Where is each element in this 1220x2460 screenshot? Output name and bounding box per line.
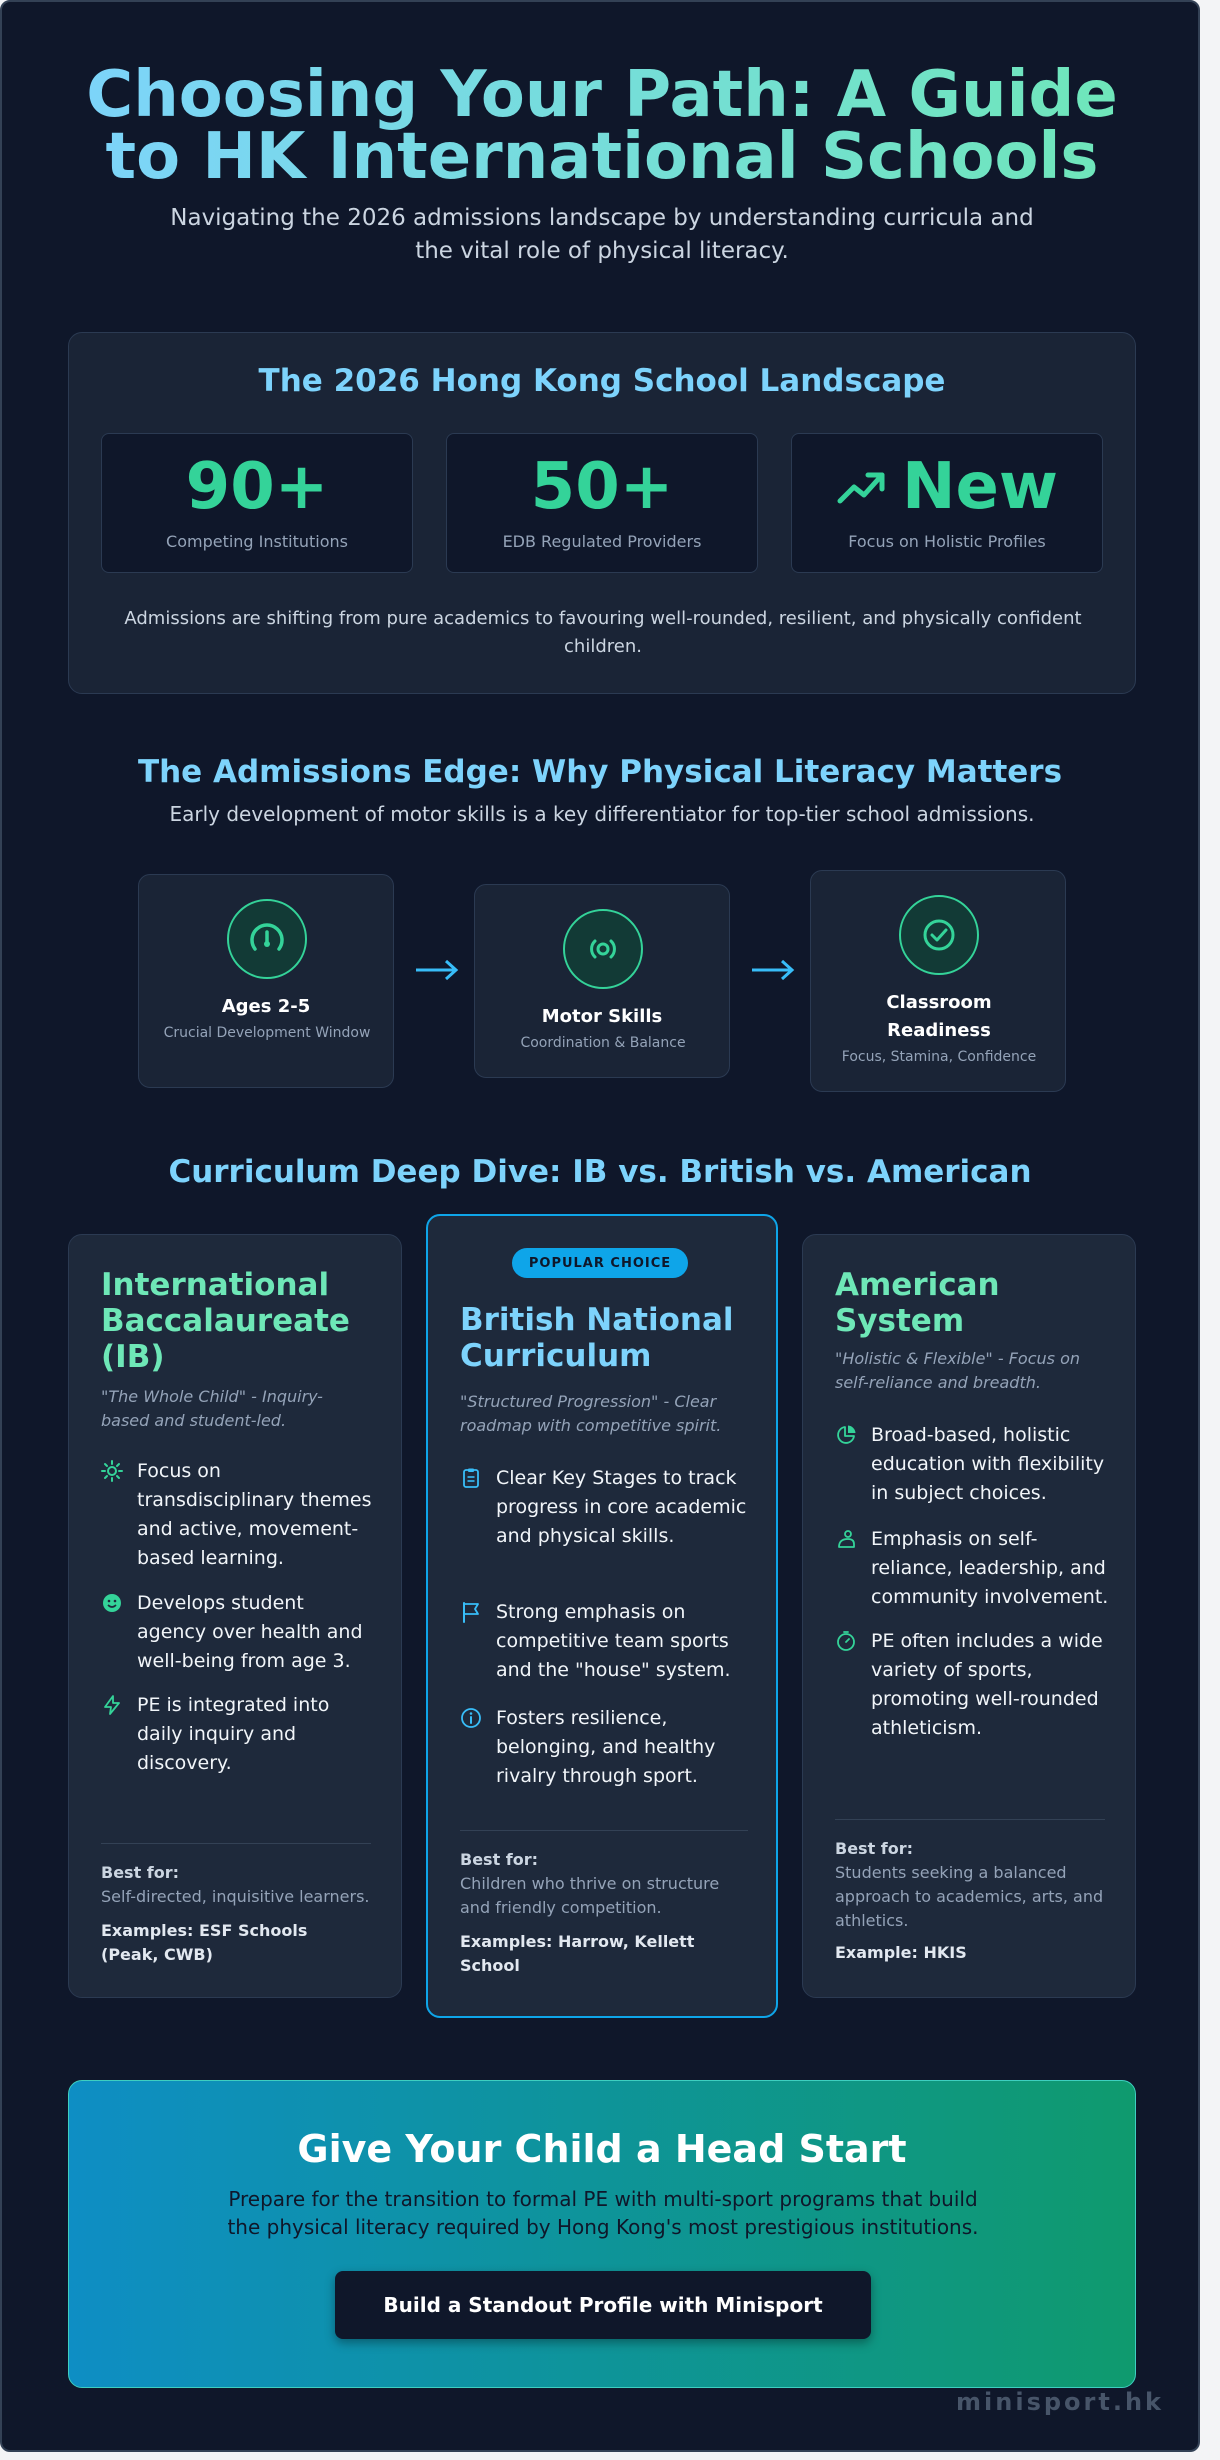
step-title: Ages 2-5	[221, 996, 311, 1017]
curriculum-card-american	[802, 1234, 1136, 1998]
step-desc: Coordination & Balance	[520, 1035, 686, 1051]
best-for-text: Students seeking a balanced approach to academics, arts, and athletics.	[835, 1863, 1104, 1930]
feature-item	[460, 1598, 750, 1685]
step-card-ages	[138, 874, 394, 1088]
popular-badge: POPULAR CHOICE	[512, 1248, 688, 1278]
footer-brand: minisport.hk	[956, 2388, 1164, 2416]
page-title: Choosing Your Path: A Guide to HK International Schools	[42, 64, 1162, 188]
pie-chart-icon	[835, 1424, 857, 1446]
examples-text: Example: HKIS	[835, 1943, 967, 1962]
feature-text: Emphasis on self-reliance, leadership, and community involvement.	[871, 1528, 1109, 1608]
best-for-label: Best for:	[835, 1839, 914, 1858]
stat-card-institutions	[101, 433, 413, 573]
best-for-label: Best for:	[101, 1863, 180, 1882]
feature-item	[101, 1589, 377, 1676]
page-subtitle: Navigating the 2026 admissions landscape by understanding curricula and the vital role of physical literacy.	[170, 205, 1034, 264]
stat-card-providers	[446, 433, 758, 573]
curriculum-title: Curriculum Deep Dive: IB vs. British vs. American	[168, 1154, 1032, 1190]
curriculum-tagline: "Holistic & Flexible" - Focus on self-reliance and breadth.	[835, 1349, 1081, 1392]
gauge-icon	[227, 899, 307, 979]
cta-banner	[68, 2080, 1136, 2388]
best-for-text: Children who thrive on structure and friendly competition.	[460, 1874, 720, 1917]
stat-label: EDB Regulated Providers	[502, 532, 702, 551]
feature-item	[101, 1691, 377, 1778]
feature-item	[835, 1421, 1111, 1508]
curriculum-name: International Baccalaureate (IB)	[101, 1267, 350, 1375]
divider	[835, 1819, 1105, 1820]
feature-item	[460, 1464, 750, 1551]
stat-label: Focus on Holistic Profiles	[848, 532, 1046, 551]
curriculum-name: British National Curriculum	[460, 1302, 734, 1374]
curriculum-card-british	[426, 1214, 778, 2018]
bolt-icon	[101, 1694, 123, 1716]
cta-button[interactable]: Build a Standout Profile with Minisport	[335, 2271, 871, 2339]
feature-text: Broad-based, holistic education with flexibility in subject choices.	[871, 1424, 1105, 1504]
landscape-card	[68, 332, 1136, 694]
curriculum-tagline: "Structured Progression" - Clear roadmap with competitive spirit.	[460, 1392, 722, 1435]
landscape-title: The 2026 Hong Kong School Landscape	[258, 363, 946, 399]
edge-subtitle: Early development of motor skills is a key differentiator for top-tier school admissions.	[169, 802, 1035, 826]
divider	[460, 1830, 748, 1831]
feature-item	[835, 1627, 1111, 1743]
feature-text: PE often includes a wide variety of sports, promoting well-rounded athleticism.	[871, 1630, 1103, 1739]
step-card-motor	[474, 884, 730, 1078]
check-circle-icon	[899, 895, 979, 975]
feature-item	[460, 1704, 750, 1791]
info-icon	[460, 1707, 482, 1729]
step-title: Classroom Readiness	[886, 992, 992, 1041]
best-for-label: Best for:	[460, 1850, 539, 1869]
step-card-readiness	[810, 870, 1066, 1092]
arrow-right-icon	[750, 957, 796, 983]
curriculum-card-ib	[68, 1234, 402, 1998]
cta-text: Prepare for the transition to formal PE with multi-sport programs that build the physical literacy required by Hong Kong's most prestigious institutions.	[227, 2187, 979, 2239]
feature-text: Focus on transdisciplinary themes and active, movement-based learning.	[137, 1460, 372, 1569]
stat-label: Competing Institutions	[166, 532, 348, 551]
feature-text: Develops student agency over health and well-being from age 3.	[137, 1592, 363, 1672]
clipboard-icon	[460, 1467, 482, 1489]
sun-icon	[101, 1460, 123, 1482]
step-desc: Focus, Stamina, Confidence	[841, 1049, 1037, 1065]
examples-text: Examples: Harrow, Kellett School	[460, 1932, 695, 1975]
curriculum-name: American System	[835, 1267, 1000, 1339]
stat-value: New	[901, 450, 1059, 524]
stat-card-holistic	[791, 433, 1103, 573]
feature-item	[101, 1457, 377, 1573]
feature-text: Clear Key Stages to track progress in core academic and physical skills.	[496, 1467, 747, 1547]
stat-value: 90+	[185, 450, 329, 524]
landscape-note: Admissions are shifting from pure academics to favouring well-rounded, resilient, and physically confident children.	[124, 608, 1082, 657]
best-for-text: Self-directed, inquisitive learners.	[101, 1887, 370, 1906]
curriculum-tagline: "The Whole Child" - Inquiry-based and student-led.	[101, 1387, 323, 1430]
person-icon	[835, 1528, 857, 1550]
timer-icon	[835, 1630, 857, 1652]
feature-text: Fosters resilience, belonging, and healthy rivalry through sport.	[496, 1707, 716, 1787]
smile-icon	[101, 1592, 123, 1614]
feature-item	[835, 1525, 1111, 1612]
broadcast-icon	[563, 909, 643, 989]
step-title: Motor Skills	[541, 1006, 663, 1027]
trending-up-icon	[836, 467, 888, 507]
divider	[101, 1843, 371, 1844]
feature-text: Strong emphasis on competitive team sports and the "house" system.	[496, 1601, 731, 1681]
edge-title: The Admissions Edge: Why Physical Literacy Matters	[137, 754, 1063, 790]
flag-icon	[460, 1601, 482, 1623]
stat-value: 50+	[530, 450, 674, 524]
step-desc: Crucial Development Window	[163, 1025, 371, 1041]
feature-text: PE is integrated into daily inquiry and discovery.	[137, 1694, 330, 1774]
cta-title: Give Your Child a Head Start	[297, 2127, 907, 2171]
arrow-right-icon	[414, 957, 460, 983]
examples-text: Examples: ESF Schools (Peak, CWB)	[101, 1921, 308, 1964]
